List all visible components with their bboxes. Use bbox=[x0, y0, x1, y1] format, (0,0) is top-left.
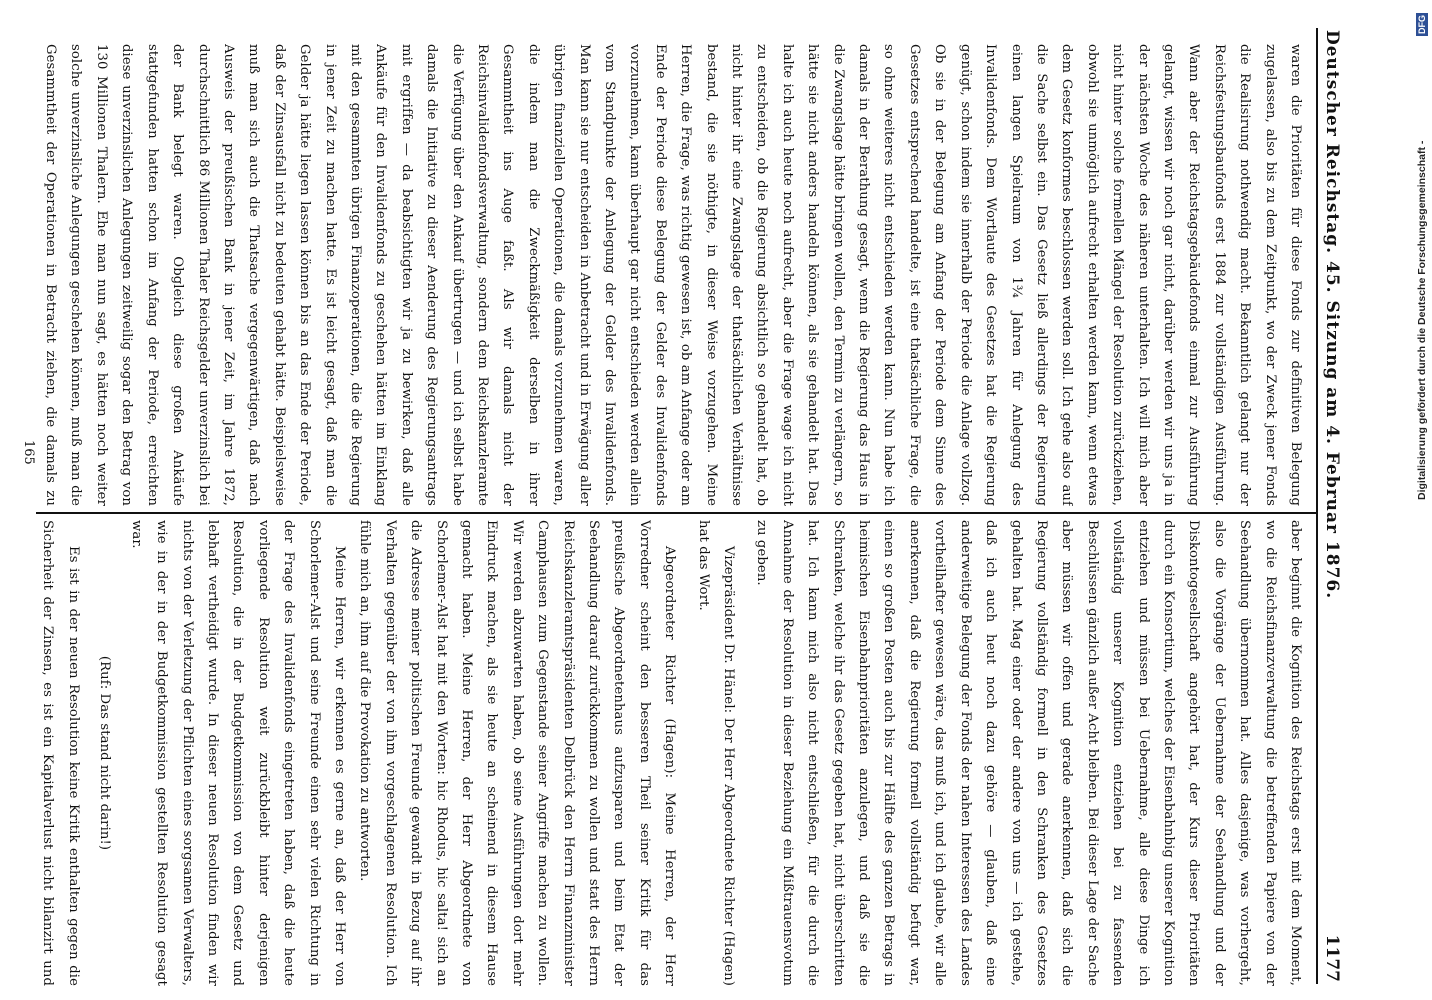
col-left-paragraph-2: Vizepräsident Dr. Hänel: Der Herr Abgeordnete Richter (Hagen) hat das Wort. bbox=[695, 520, 737, 986]
dfg-badge: DFG bbox=[1417, 15, 1427, 34]
column-right bbox=[28, 44, 1308, 506]
col-left-paragraph-4: Meine Herren, wir erkennen es gerne an, daß der Herr von Schorlemer-Alst und seine Freunde einen sehr vielen Richtung in der Frage des Invalidenfonds eingetreten haben, daß die heute vorliegende Resolution weit zurückbleibt hinter derjenigen Resolution, die in der Budgetkommission von dem Gesetz und lebhaft vertheidigt wurde. In dieser neuen Resolution finden wir nichts von der Verletzung der Pflichten eines sorgsamen Verwalters, wie in der in der Budgetkommission gestellten Resolution gesagt war. bbox=[128, 520, 347, 986]
column-left bbox=[28, 520, 1308, 986]
sheet-number: 165 bbox=[21, 440, 36, 465]
header-title: Deutscher Reichstag. 45. Sitzung am 4. Februar 1876. bbox=[1322, 30, 1342, 600]
col-left-paragraph-1: aber beginnt die Kognition des Reichstags erst mit dem Moment, wo die Reichsfinanzverwaltung die betreffenden Papiere von der Seehandlung übernommen hat. Alles dasjenige, was vorhergeht, also die Vorgänge der Uebernahme der Seehandlung und der Diskontogesellschaft angehört hat, der Kurs dieser Prioritäten durch ein Konsortium, welches der Eisenbahnbig unserer Kognition entziehen und müssen bei Uebernahme, alle diese Dinge ich vollständig unserer Kognition entziehen bei zu fassenden Beschlüssen gänzlich außer Acht bleiben. Bei dieser Lage der Sache aber müssen wir offen und gerade anerkennen, daß sich die Regierung vollständig formell in den Schranken des Gesetzes gehalten hat. Mag einer oder der andere von uns — ich gestehe, daß ich auch heut noch dazu gehöre — glauben, daß eine anderweitige Belegung der Fonds der nahen Interessen des Landes vortheilhafter gewesen wäre, das muß ich, und ich glaube, wir alle anerkennen, daß die Regierung formell vollständig befugt war, einen so großen Posten auch bis zur Hälfte des ganzen Betrags in heimischen Eisenbahnprioritäten anzulegen, und daß sie die Schranken, welche ihr das Gesetz gegeben hat, nicht überschritten hat. Ich kann mich also nicht entschließen, für die durch die Annahme der Resolution in dieser Beziehung ein Mißtrauensvotum zu geben. bbox=[754, 520, 1303, 986]
col-right-paragraph-1: waren die Prioritäten für diese Fonds zur definitiven Belegung zugelassen, also bis zu dem Zeitpunkt, wo der Zweck jener Fonds die Realisirung nothwendig macht. Bekanntlich gelangt nur der Reichsfestungsbaufonds erst 1884 zur vollständigen Ausführung. Wann aber der Reichstagsgebäudefonds einmal zur Ausführung gelangt, wissen wir noch gar nicht, darüber werden wir uns ja in der nächsten Woche des näheren unterhalten. Ich will mich aber nicht hinter solche formellen Mängel der Resolution zurückziehen, obwohl sie unmöglich aufrecht erhalten werden kann, wenn etwas dem Gesetz konformes beschlossen werden soll. Ich gehe also auf die Sache selbst ein. Das Gesetz ließ allerdings der Regierung einen langen Spielraum von 1¾ Jahren für Anlegung des Invalidenfonds. Dem Wortlaute des Gesetzes hat die Regierung genügt, schon indem sie innerhalb der Periode die Anlage vollzog. Ob sie in der Belegung am Anfang der Periode dem Sinne des Gesetzes entsprechend handelte, ist eine thatsächliche Frage, die so ohne weiteres nicht entschieden werden kann. Nun habe ich damals in der Berathung gesagt, wenn die Regierung das Haus in die Zwangslage hätte bringen wollen, den Termin zu verlängern, so hätte sie nicht anders handeln können, als sie gehandelt hat. Das halte ich auch heute noch aufrecht, aber die Frage wage ich nicht zu entscheiden, ob die Regierung absichtlich so gehandelt hat, ob nicht hinter ihr eine Zwangslage der thatsächlichen Verhältnisse bestand, die sie nöthigte, in dieser Weise vorzugehen. Meine Herren, die Frage, was richtig gewesen ist, ob am Anfange oder am Ende der Periode diese Belegung der Gelder des Invalidenfonds vorzunehmen, kann überhaupt gar nicht entschieden werden allein vom Standpunkte der Anlegung der Gelder des Invalidenfonds. Man kann sie nur entscheiden in Anbetracht und in Erwägung aller übrigen finanziellen Operationen, die damals vorzunehmen waren, die indem man die Zweckmäßigkeit derselben in ihrer Gesammtheit ins Auge faßt. Als wir damals nicht der Reichsinvalidenfondsverwaltung, sondern dem Reichskanzleramte die Verfügung über den Ankauf übertrugen — und ich selbst habe damals die Initiative zu dieser Aenderung des Regierungsantrags mit ergriffen — da beabsichtigten wir ja zu bewirken, daß alle Ankäufe für den Invalidenfonds zu geschehen hätten im Einklang mit den gesammten übrigen Finanzoperationen, die die Regierung in jener Zeit zu machen hatte. Es ist leicht gesagt, daß man die Gelder ja hätte liegen lassen können bis an das Ende der Periode, daß der Zinsausfall nicht zu bedeuten gehabt hätte. Beispielsweise muß man sich auch die Thatsache vergegenwärtigen, daß nach Ausweis der preußischen Bank in jener Zeit, im Jahre 1872, durchschnittlich 86 Millionen Thaler Reichsgelder unverzinslich bei der Bank belegt waren. Obgleich diese großen Ankäufe stattgefunden hatten schon im Anfang der Periode, erreichten diese unverzinslichen Anlegungen zeitweilig sogar den Betrag von 130 Millionen Thalern. Ehe man nun sagt, es hätten noch weiter solche unverzinsliche Anlegungen geschehen können, muß man die Gesammtheit der Operationen in Betracht ziehen, die damals zu bbox=[43, 44, 1303, 506]
header-rule bbox=[1316, 28, 1318, 984]
column-divider bbox=[36, 512, 1318, 514]
col-left-interjection: (Ruf: Das stand nicht darin!) bbox=[97, 655, 113, 851]
col-left-paragraph-3: Abgeordneter Richter (Hagen): Meine Herren, der Herr Vorredner scheint den besseren Theil seiner Kritik für das preußische Abgeordnetenhaus aufzusparen und beim Etat der Seehandlung darauf zurückkommen zu wollen und statt des Herrn Reichskanzleramtspräsidenten Delbrück den Herrn Finanzminister Camphausen zum Gegenstande seiner Angriffe machen zu wollen. Wir werden abzuwarten haben, ob seine Ausführungen dort mehr Eindruck machen, als sie heute an scheinend in diesem Hause gemacht haben. Meine Herren, der Herr Abgeordnete von Schorlemer-Alst hat mit den Worten: hic Rhodus, hic salta! sich an die Adresse meiner politischen Freunde gewandt in Bezug auf ihr Verhalten gegenüber der von ihm vorgeschlagenen Resolution. Ich fühle mich an, ihm auf die Provokation zu antworten. bbox=[357, 520, 678, 986]
header-page-number: 1177 bbox=[1322, 934, 1342, 982]
digitization-note: Digitalisierung gefördert durch die Deutsche Forschungsgemeinschaft - bbox=[1416, 140, 1428, 500]
col-left-paragraph-6: Es ist in der neuen Resolution keine Kritik enthalten gegen die Sicherheit der Zinsen, es ist ein Kapitalverlust nicht bilanzirt und bbox=[40, 520, 81, 986]
